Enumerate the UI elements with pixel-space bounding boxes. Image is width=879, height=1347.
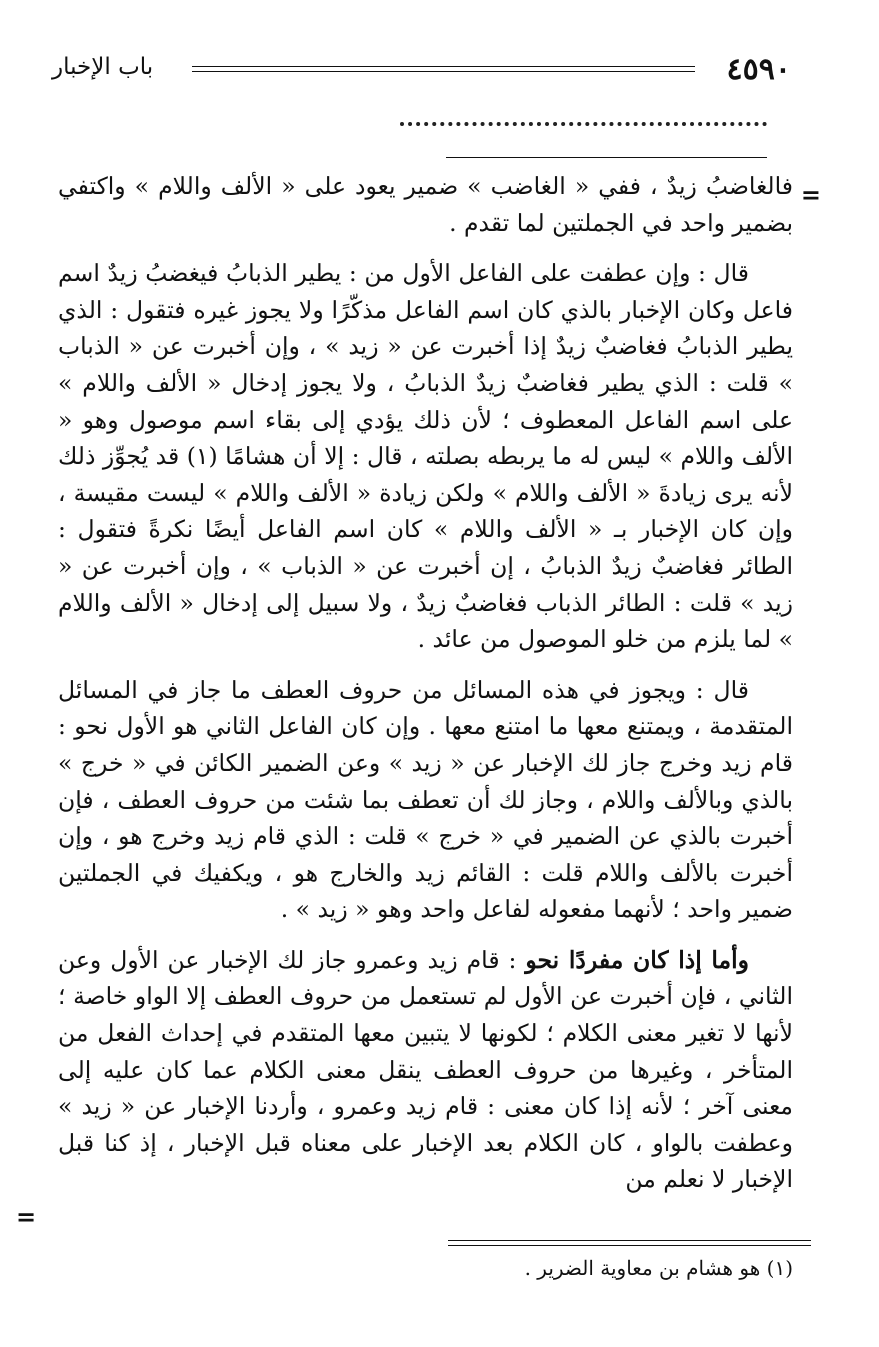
paragraph-1: فالغاضبُ زيدٌ ، ففي « الغاضب » ضمير يعود على « الألف واللام » واكتفي بضمير واحد في الجملتين لما تقدم . [58,172,793,237]
header-rule [192,66,695,72]
paragraph-4 [58,942,793,1198]
page-body [58,168,793,1198]
paragraph-3: قال : ويجوز في هذه المسائل من حروف العطف ما جاز في المسائل المتقدمة ، ويمتنع معها ما امتنع معها . وإن كان الفاعل الثاني هو الأول نحو : قام زيد وخرج جاز لك الإخبار عن « زيد » وعن الضمير الكائن في « خرج » بالذي وبالألف واللام ، وجاز لك أن تعطف بما شئت من حروف العطف ، فإن أخبرت بالذي عن الضمير في « خرج » قلت : الذي قام زيد وخرج هو ، وإن أخبرت بالألف واللام قلت : القائم زيد والخارج هو ، ويكفيك في الجملتين ضمير واحد ؛ لأنهما مفعوله لفاعل واحد وهو « زيد » . [58,675,793,924]
footnote-rule [448,1240,811,1246]
page-number: ٤٥٩٠ [726,52,791,87]
short-rule [446,157,767,158]
paragraph-4-lead: وأما إذا كان مفردًا نحو [525,945,750,974]
continuation-mark-bottom: = [16,1202,37,1231]
continuation-mark-top: = [800,180,821,209]
running-header [52,50,791,94]
paragraph-4-text: : قام زيد وعمرو جاز لك الإخبار عن الأول وعن الثاني ، فإن أخبرت عن الأول لم تستعمل من حروف العطف إلا الواو خاصة ؛ لأنها لا تغير معنى الكلام ؛ لكونها لا يتبين معها المتقدم في إحداث الفعل من المتأخر ، وغيرها من حروف العطف ينقل معنى الكلام عما كان عليه إلى معنى آخر ؛ لأنه إذا كان معنى : قام زيد وعمرو ، وأردنا الإخبار عن « زيد » وعطفت بالواو ، كان الكلام بعد الإخبار على معناه قبل الإخبار ، إذ كنا قبل الإخبار لا نعلم من [58,945,793,1194]
footnote: (١) هو هشام بن معاوية الضرير . [524,1256,793,1280]
paragraph-2: قال : وإن عطفت على الفاعل الأول من : يطير الذبابُ فيغضبُ زيدٌ اسم فاعل وكان الإخبار بالذي كان اسم الفاعل مذكّرًا ولا يجوز غيره فتقول : الذي يطير الذبابُ فغاضبٌ زيدٌ إذا أخبرت عن « زيد » ، وإن أخبرت عن « الذباب » قلت : الذي يطير فغاضبٌ زيدٌ الذبابُ ، ولا يجوز إدخال « الألف واللام » على اسم الفاعل المعطوف ؛ لأن ذلك يؤدي إلى بقاء اسم موصول وهو « الألف واللام » ليس له ما يربطه بصلته ، قال : إلا أن هشامًا (١) قد يُجوِّز ذلك لأنه يرى زيادةَ « الألف واللام » ولكن زيادة « الألف واللام » ليست مقيسة ، وإن كان الإخبار بـ « الألف واللام » كان اسم الفاعل أيضًا نكرةً فتقول : الطائر فغاضبٌ زيدٌ الذبابُ ، إن أخبرت عن « الذباب » ، وإن أخبرت عن « زيد » قلت : الطائر الذباب فغاضبٌ زيدٌ ، ولا سبيل إلى إدخال « الألف واللام » لما يلزم من خلو الموصول من عائد . [58,259,793,654]
dotted-separator [400,122,767,126]
chapter-title: باب الإخبار [52,54,154,80]
